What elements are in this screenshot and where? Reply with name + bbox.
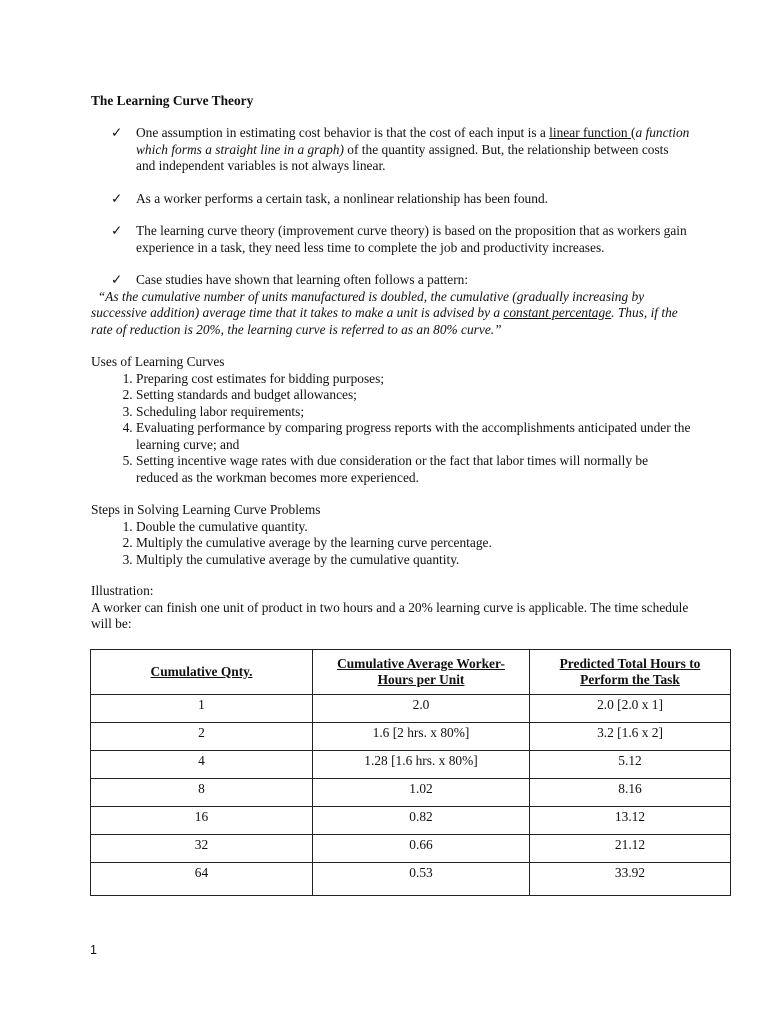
checkmark-icon: ✓	[111, 223, 123, 238]
table-cell: 1.6 [2 hrs. x 80%]	[313, 723, 530, 751]
checklist-item	[91, 191, 691, 208]
table-row	[91, 807, 731, 835]
table-cell: 8	[91, 779, 313, 807]
table-cell: 0.53	[313, 863, 530, 896]
table-cell: 0.66	[313, 835, 530, 863]
quote-text: . Thus, if the rate of reduction is 20%, the learning curve is referred to as an 80% curve.”	[91, 305, 678, 337]
table-cell: 1.28 [1.6 hrs. x 80%]	[313, 751, 530, 779]
list-item: 1. Double the cumulative quantity.	[136, 519, 691, 536]
table-cell: 1.02	[313, 779, 530, 807]
list-item: 3. Multiply the cumulative average by the cumulative quantity.	[136, 552, 691, 569]
bullet-text: of the quantity assigned. But, the relationship between costs and independent variables is not always linear.	[136, 141, 669, 173]
table-cell: 2.0	[313, 695, 530, 723]
checklist-item	[91, 272, 691, 289]
table-cell: 2.0 [2.0 x 1]	[530, 695, 731, 723]
table-cell: 33.92	[530, 863, 731, 896]
table-cell: 0.82	[313, 807, 530, 835]
list-item: 5. Setting incentive wage rates with due consideration or the fact that labor times will normally be reduced as the workman becomes more experienced.	[136, 453, 691, 486]
uses-section	[91, 354, 691, 486]
checkmark-icon: ✓	[111, 190, 123, 206]
illustration-section	[91, 583, 691, 633]
underlined-term: linear function	[549, 125, 631, 140]
list-item: 1. Preparing cost estimates for bidding purposes;	[136, 371, 691, 388]
table-cell: 64	[91, 863, 313, 896]
list-item: 3. Scheduling labor requirements;	[136, 404, 691, 421]
table-cell: 3.2 [1.6 x 2]	[530, 723, 731, 751]
table-row	[91, 779, 731, 807]
numbered-list	[91, 519, 691, 569]
table-cell: 4	[91, 751, 313, 779]
table-cell: 2	[91, 723, 313, 751]
table-row	[91, 863, 731, 896]
table-row	[91, 723, 731, 751]
bullet-text: As a worker performs a certain task, a nonlinear relationship has been found.	[136, 190, 548, 206]
schedule-table	[90, 649, 731, 896]
checkmark-icon: ✓	[111, 125, 123, 140]
page-number: 1	[90, 943, 97, 957]
column-header: Predicted Total Hours to Perform the Task	[530, 650, 731, 695]
underlined-term: constant percentage	[503, 305, 612, 320]
list-item: 2. Setting standards and budget allowances;	[136, 387, 691, 404]
table-row	[91, 751, 731, 779]
section-heading: Illustration:	[91, 583, 154, 598]
list-item: 4. Evaluating performance by comparing progress reports with the accomplishments anticipated under the learning curve; and	[136, 420, 691, 453]
italic-definition: a function which forms a straight line in a graph)	[136, 125, 690, 157]
bullet-text: Case studies have shown that learning often follows a pattern:	[136, 272, 469, 287]
table-cell: 8.16	[530, 779, 731, 807]
document-title: The Learning Curve Theory	[91, 93, 254, 108]
bullet-text: The learning curve theory (improvement curve theory) is based on the proposition that as workers gain experience in a task, they need less time to complete the job and productivity increases.	[136, 223, 687, 255]
table-cell: 21.12	[530, 835, 731, 863]
section-heading: Uses of Learning Curves	[91, 354, 225, 369]
table-cell: 13.12	[530, 807, 731, 835]
column-header: Cumulative Average Worker-Hours per Unit	[313, 650, 530, 695]
checkmark-icon: ✓	[111, 272, 123, 287]
table-row	[91, 835, 731, 863]
bullet-text: (	[630, 125, 636, 140]
checklist-item	[91, 223, 691, 256]
table-cell: 1	[91, 695, 313, 723]
quote-block	[91, 289, 691, 339]
checklist-item	[91, 125, 691, 175]
list-item: 2. Multiply the cumulative average by the learning curve percentage.	[136, 535, 691, 552]
checklist	[91, 125, 691, 338]
table-header-row	[91, 650, 731, 695]
table-cell: 16	[91, 807, 313, 835]
schedule-table-wrapper	[90, 649, 731, 896]
table-cell: 32	[91, 835, 313, 863]
table-cell: 5.12	[530, 751, 731, 779]
table-row	[91, 695, 731, 723]
numbered-list	[91, 371, 691, 487]
illustration-text: A worker can finish one unit of product in two hours and a 20% learning curve is applicable. The time schedule will be:	[91, 599, 689, 631]
bullet-text: One assumption in estimating cost behavior is that the cost of each input is a	[136, 125, 550, 140]
steps-section	[91, 502, 691, 568]
section-heading: Steps in Solving Learning Curve Problems	[91, 502, 321, 517]
quote-text: “As the cumulative number of units manufactured is doubled, the cumulative (gradually increasing by successive addition) average time that it takes to make a unit is advised by a	[91, 288, 648, 320]
column-header: Cumulative Qnty.	[91, 650, 313, 695]
